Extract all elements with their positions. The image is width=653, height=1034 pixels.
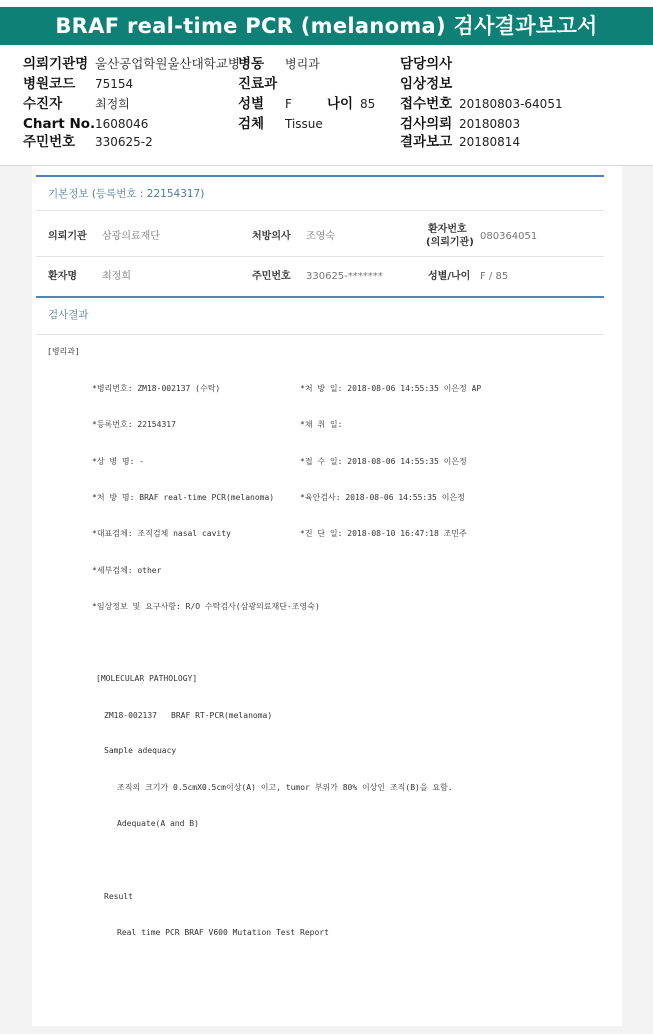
specimen-label: 검체 [238,116,265,132]
representative-specimen: *대표검체: 조직검체 nasal cavity [92,529,231,538]
pathology-number: *병리번호: ZM18-002137 (수탁) [92,384,221,393]
resident-no-label: 주민번호 [23,134,76,150]
result-heading: Result [104,892,133,901]
prescribing-doctor-value: 조영숙 [306,231,335,242]
sex-age-label: 성별/나이 [428,271,471,282]
row-divider [36,256,604,257]
chart-no-value: 1608046 [95,117,149,131]
prescribing-doctor-label: 처방의사 [252,231,291,242]
sample-adequacy-result: Adequate(A and B) [117,819,199,828]
request-date-label: 검사의뢰 [400,116,453,132]
results-divider [36,334,604,335]
requesting-institution-value: 울산공업학원울산대학교병 [95,56,240,71]
panel-gutter [622,166,653,1034]
requesting-institution-label: 의뢰기관명 [23,56,89,72]
registration-number: *등록번호: 22154317 [92,420,176,429]
receipt-date: *접 수 일: 2018-08-06 14:55:35 이은정 [300,457,467,466]
department-label: 진료과 [238,76,278,92]
sex-label: 성별 [238,96,265,112]
basic-info-title: 기본정보 (등록번호 : 22154317) [48,188,205,200]
receipt-no-value: 20180803-64051 [459,97,563,111]
age-label: 나이 [327,96,354,112]
gross-exam-date: *육안검사: 2018-08-06 14:55:35 이은정 [300,493,465,502]
request-date-value: 20180803 [459,117,521,131]
institution-label: 의뢰기관 [48,231,87,242]
rrn-value: 330625-******* [306,271,383,282]
prescription-date: *처 방 일: 2018-08-06 14:55:35 이은정 AP [300,384,482,393]
sex-age-value: F / 85 [480,271,509,282]
specimen-value: Tissue [285,117,323,131]
results-top-rule [36,296,604,298]
result-line: Real time PCR BRAF V600 Mutation Test Report [117,928,329,937]
detailed-specimen: *세부검체: other [92,566,162,575]
diagnosis-date: *진 단 일: 2018-08-10 16:47:18 조민주 [300,529,467,538]
results-title: 검사결과 [48,309,89,321]
ward-label: 병동 [238,56,265,72]
sample-adequacy-heading: Sample adequacy [104,746,177,755]
chart-no-label: Chart No. [23,116,96,132]
molecular-pathology-heading: [MOLECULAR PATHOLOGY] [96,674,198,683]
sample-adequacy-note: 조직의 크기가 0.5cmX0.5cm이상(A) 이고, tumor 부위가 80% 이상인 조직(B)을 요함. [117,783,453,792]
age-value: 85 [360,97,376,111]
patient-number-label: 환자번호 [428,224,467,235]
molecular-test-name: BRAF RT-PCR(melanoma) [171,711,273,720]
report-date-label: 결과보고 [400,134,453,150]
hospital-code-label: 병원코드 [23,76,76,92]
clinical-info-label: 임상정보 [400,76,453,92]
institution-value: 삼광의료재단 [102,231,160,242]
patient-value: 최정희 [95,97,130,111]
sex-value: F [285,97,292,111]
diagnosis-name: *상 병 명: - [92,457,145,466]
receipt-no-label: 접수번호 [400,96,453,112]
rrn-label: 주민번호 [252,271,291,282]
report-date-value: 20180814 [459,135,521,149]
doctor-in-charge-label: 담당의사 [400,56,453,72]
report-title: BRAF real-time PCR (melanoma) 검사결과보고서 [0,7,653,45]
clinical-info-request: *임상정보 및 요구사항: R/O 수탁검사(삼광의료재단-조영숙) [92,602,320,611]
patient-number-value: 080364051 [480,231,538,242]
molecular-case-id: ZM18-002137 [104,711,157,720]
patient-number-sublabel: (의뢰기관) [426,237,474,248]
ward-value: 병리과 [285,57,320,71]
pathology-section-title: [병리과] [47,347,80,356]
basic-info-top-rule [36,175,604,177]
patient-name-value: 최정희 [102,271,131,282]
hospital-code-value: 75154 [95,77,134,91]
collection-date: *채 취 일: [300,420,343,429]
basic-info-divider [36,210,604,211]
report-header [0,45,653,165]
resident-no-value: 330625-2 [95,135,153,149]
prescription-name: *처 방 명: BRAF real-time PCR(melanoma) [92,493,275,502]
patient-label: 수진자 [23,96,63,112]
patient-name-label: 환자명 [48,271,77,282]
